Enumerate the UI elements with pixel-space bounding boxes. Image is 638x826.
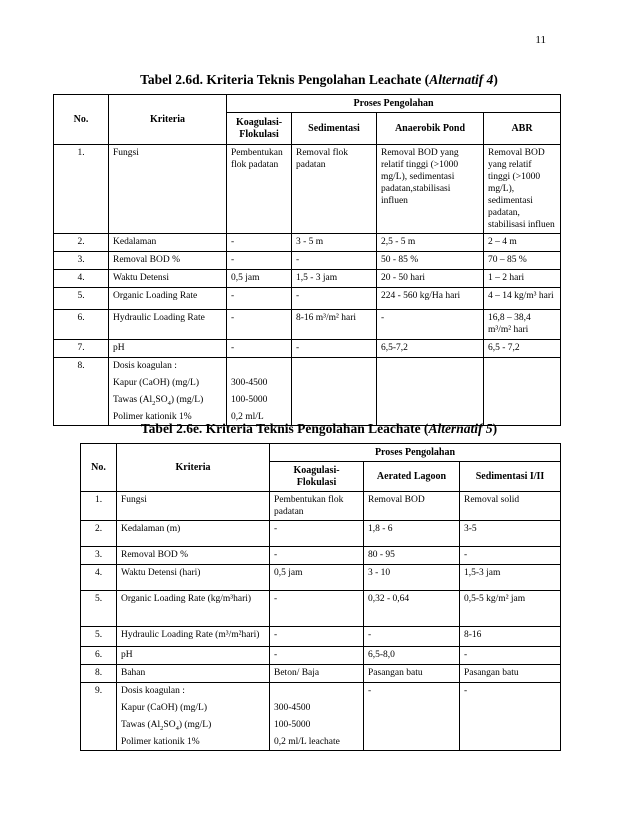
- header-abr: ABR: [484, 113, 561, 145]
- cell-no: 5.: [81, 627, 117, 647]
- cell-c: 224 - 560 kg/Ha hari: [377, 288, 484, 310]
- cell-a: -: [270, 647, 364, 665]
- cell-no: 9.: [81, 683, 117, 751]
- cell-kriteria: Kedalaman: [109, 234, 227, 252]
- header-anaerobik: Anaerobik Pond: [377, 113, 484, 145]
- cell-no: 3.: [81, 547, 117, 565]
- header-no: No.: [54, 95, 109, 145]
- cell-c: [377, 358, 484, 426]
- caption-italic: Alternatif 4: [429, 72, 494, 87]
- tawas-value: 100-5000: [274, 720, 311, 730]
- cell-no: 7.: [54, 340, 109, 358]
- table-row: [81, 591, 561, 627]
- tawas-pre: Tawas (Al: [121, 720, 161, 730]
- cell-a: -: [270, 547, 364, 565]
- header-no: No.: [81, 444, 117, 492]
- dosis-label: Dosis koagulan :: [121, 686, 185, 696]
- polimer-label: Polimer kationik 1%: [113, 412, 192, 422]
- cell-no: 2.: [81, 521, 117, 547]
- cell-no: 8.: [81, 665, 117, 683]
- cell-b: 0,32 - 0,64: [364, 591, 460, 627]
- cell-kriteria: Hydraulic Loading Rate: [109, 310, 227, 340]
- cell-b: Removal flok padatan: [292, 145, 377, 234]
- cell-a: 0,5 jam: [227, 270, 292, 288]
- tawas-sub1: 2: [160, 724, 164, 732]
- cell-b: 6,5-8,0: [364, 647, 460, 665]
- cell-kriteria: Kedalaman (m): [117, 521, 270, 547]
- table1-caption: [0, 72, 638, 88]
- kapur-label: Kapur (CaOH) (mg/L): [121, 703, 208, 713]
- cell-d: 4 – 14 kg/m³ hari: [484, 288, 561, 310]
- cell-a: -: [227, 234, 292, 252]
- cell-kriteria: [117, 683, 270, 751]
- table-row: [54, 288, 561, 310]
- cell-b: -: [292, 340, 377, 358]
- tawas-mid: SO: [155, 395, 168, 405]
- cell-a: Beton/ Baja: [270, 665, 364, 683]
- header-sedimentasi: Sedimentasi: [292, 113, 377, 145]
- table-row: [81, 565, 561, 591]
- cell-d: [484, 358, 561, 426]
- cell-no: 4.: [81, 565, 117, 591]
- table-row: [81, 521, 561, 547]
- cell-kriteria: Waktu Detensi (hari): [117, 565, 270, 591]
- kapur-value: 300-4500: [274, 703, 311, 713]
- cell-no: 8.: [54, 358, 109, 426]
- table-row: [54, 145, 561, 234]
- cell-kriteria: Bahan: [117, 665, 270, 683]
- cell-c: 3-5: [460, 521, 561, 547]
- cell-d: Removal BOD yang relatif tinggi (>1000 mg/L), sedimentasi padatan, stabilisasi influen: [484, 145, 561, 234]
- cell-no: 6.: [81, 647, 117, 665]
- cell-d: 1 – 2 hari: [484, 270, 561, 288]
- header-koagulasi: Koagulasi-Flokulasi: [270, 462, 364, 492]
- tawas-value: 100-5000: [231, 395, 268, 405]
- cell-c: Removal solid: [460, 492, 561, 521]
- table2-caption: [0, 421, 638, 437]
- cell-d: 2 – 4 m: [484, 234, 561, 252]
- caption-suffix: ): [492, 421, 498, 436]
- cell-b: -: [364, 683, 460, 751]
- caption-italic: Alternatif 5: [428, 421, 493, 436]
- cell-a: -: [227, 252, 292, 270]
- cell-kriteria: [109, 358, 227, 426]
- cell-no: 1.: [81, 492, 117, 521]
- cell-d: 6,5 - 7,2: [484, 340, 561, 358]
- header-kriteria: Kriteria: [117, 444, 270, 492]
- cell-a: Pembentukan flok padatan: [227, 145, 292, 234]
- table-row: [81, 492, 561, 521]
- caption-text: Tabel 2.6e. Kriteria Teknis Pengolahan Leachate (: [140, 421, 429, 436]
- table-alternatif-4: [53, 94, 561, 426]
- tawas-label: [121, 719, 265, 731]
- header-kriteria: Kriteria: [109, 95, 227, 145]
- cell-b: 3 - 10: [364, 565, 460, 591]
- cell-c: 50 - 85 %: [377, 252, 484, 270]
- cell-a: -: [270, 591, 364, 627]
- cell-c: Pasangan batu: [460, 665, 561, 683]
- cell-c: 6,5-7,2: [377, 340, 484, 358]
- cell-b: 3 - 5 m: [292, 234, 377, 252]
- cell-c: -: [377, 310, 484, 340]
- cell-d: 70 – 85 %: [484, 252, 561, 270]
- header-proses: Proses Pengolahan: [270, 444, 561, 462]
- table-row: [54, 270, 561, 288]
- polimer-label: Polimer kationik 1%: [121, 737, 200, 747]
- cell-c: 1,5-3 jam: [460, 565, 561, 591]
- kapur-label: Kapur (CaOH) (mg/L): [113, 378, 200, 388]
- cell-kriteria: Removal BOD %: [117, 547, 270, 565]
- tawas-sub2: 4: [167, 399, 171, 407]
- table-row: [54, 358, 561, 426]
- cell-b: -: [292, 252, 377, 270]
- kapur-value: 300-4500: [231, 378, 268, 388]
- cell-b: 80 - 95: [364, 547, 460, 565]
- page-number: 11: [535, 34, 546, 46]
- cell-kriteria: Fungsi: [117, 492, 270, 521]
- cell-kriteria: Organic Loading Rate: [109, 288, 227, 310]
- table-row: [54, 340, 561, 358]
- cell-a: 0,5 jam: [270, 565, 364, 591]
- table-row: [81, 683, 561, 751]
- header-koagulasi: Koagulasi-Flokulasi: [227, 113, 292, 145]
- cell-no: 3.: [54, 252, 109, 270]
- cell-c: 20 - 50 hari: [377, 270, 484, 288]
- table-row: [54, 252, 561, 270]
- table-row: [81, 665, 561, 683]
- tawas-post: ) (mg/L): [178, 720, 212, 730]
- cell-no: 5.: [54, 288, 109, 310]
- cell-no: 6.: [54, 310, 109, 340]
- table-row: [81, 627, 561, 647]
- cell-b: Removal BOD: [364, 492, 460, 521]
- cell-kriteria: Organic Loading Rate (kg/m³hari): [117, 591, 270, 627]
- tawas-mid: SO: [163, 720, 176, 730]
- cell-b: 8-16 m³/m² hari: [292, 310, 377, 340]
- cell-a: -: [270, 521, 364, 547]
- table-row: [81, 647, 561, 665]
- polimer-value: 0,2 ml/L: [231, 412, 264, 422]
- cell-kriteria: Hydraulic Loading Rate (m³/m²hari): [117, 627, 270, 647]
- cell-b: Pasangan batu: [364, 665, 460, 683]
- tawas-post: ) (mg/L): [170, 395, 204, 405]
- tawas-pre: Tawas (Al: [113, 395, 153, 405]
- cell-kriteria: pH: [117, 647, 270, 665]
- tawas-sub2: 4: [175, 724, 179, 732]
- cell-c: -: [460, 683, 561, 751]
- cell-c: 8-16: [460, 627, 561, 647]
- cell-no: 1.: [54, 145, 109, 234]
- cell-a: -: [270, 627, 364, 647]
- cell-a: -: [227, 288, 292, 310]
- cell-c: -: [460, 547, 561, 565]
- header-proses: Proses Pengolahan: [227, 95, 561, 113]
- caption-text: Tabel 2.6d. Kriteria Teknis Pengolahan Leachate (: [140, 72, 430, 87]
- table-row: [54, 310, 561, 340]
- cell-kriteria: pH: [109, 340, 227, 358]
- cell-no: 5.: [81, 591, 117, 627]
- cell-a: -: [227, 310, 292, 340]
- cell-c: -: [460, 647, 561, 665]
- polimer-value: 0,2 ml/L leachate: [274, 737, 340, 747]
- tawas-sub1: 2: [152, 399, 156, 407]
- header-aerated: Aerated Lagoon: [364, 462, 460, 492]
- cell-b: [292, 358, 377, 426]
- table-alternatif-5: [80, 443, 561, 751]
- cell-b: -: [364, 627, 460, 647]
- cell-a: [270, 683, 364, 751]
- cell-c: 0,5-5 kg/m² jam: [460, 591, 561, 627]
- dosis-label: Dosis koagulan :: [113, 361, 177, 371]
- header-sedimentasi: Sedimentasi I/II: [460, 462, 561, 492]
- table-row: [54, 234, 561, 252]
- cell-b: 1,5 - 3 jam: [292, 270, 377, 288]
- cell-kriteria: Waktu Detensi: [109, 270, 227, 288]
- cell-c: Removal BOD yang relatif tinggi (>1000 mg/L), sedimentasi padatan,stabilisasi influen: [377, 145, 484, 234]
- cell-no: 2.: [54, 234, 109, 252]
- cell-a: Pembentukan flok padatan: [270, 492, 364, 521]
- tawas-label: [113, 394, 222, 406]
- cell-a: [227, 358, 292, 426]
- cell-b: -: [292, 288, 377, 310]
- cell-b: 1,8 - 6: [364, 521, 460, 547]
- cell-kriteria: Fungsi: [109, 145, 227, 234]
- cell-kriteria: Removal BOD %: [109, 252, 227, 270]
- caption-suffix: ): [493, 72, 498, 87]
- table-row: [81, 547, 561, 565]
- cell-c: 2,5 - 5 m: [377, 234, 484, 252]
- cell-no: 4.: [54, 270, 109, 288]
- cell-a: -: [227, 340, 292, 358]
- cell-d: 16,8 – 38,4 m³/m² hari: [484, 310, 561, 340]
